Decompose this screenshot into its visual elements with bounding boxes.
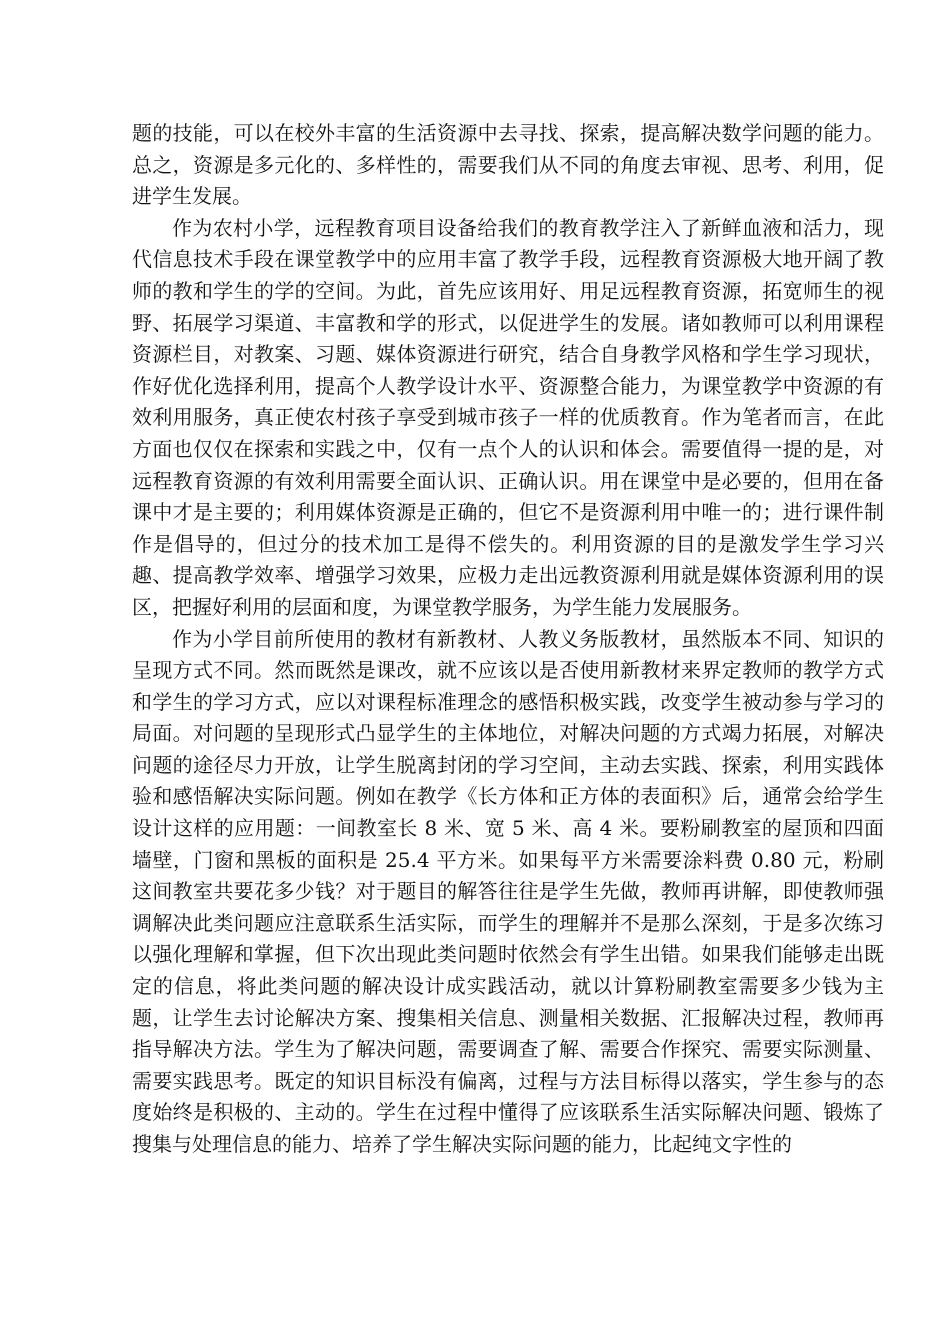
paragraph-1: 题的技能，可以在校外丰富的生活资源中去寻找、探索，提高解决数学问题的能力。总之，资源是多元化的、多样性的，需要我们从不同的角度去审视、思考、利用，促进学生发展。 <box>132 121 884 209</box>
paragraph-2: 作为农村小学，远程教育项目设备给我们的教育教学注入了新鲜血液和活力，现代信息技术手段在课堂教学中的应用丰富了教学手段，远程教育资源极大地开阔了教师的教和学生的学的空间。为此，首先应该用好、用足远程教育资源，拓宽师生的视野、拓展学习渠道、丰富教和学的形式，以促进学生的发展。诸如教师可以利用课程资源栏目，对教案、习题、媒体资源进行研究，结合自身教学风格和学生学习现状，作好优化选择利用，提高个人教学设计水平、资源整合能力，为课堂教学中资源的有效利用服务，真正使农村孩子享受到城市孩子一样的优质教育。作为笔者而言，在此方面也仅仅在探索和实践之中，仅有一点个人的认识和体会。需要值得一提的是，对远程教育资源的有效利用需要全面认识、正确认识。用在课堂中是必要的，但用在备课中才是主要的；利用媒体资源是正确的，但它不是资源利用中唯一的；进行课件制作是倡导的，但过分的技术加工是得不偿失的。利用资源的目的是激发学生学习兴趣、提高教学效率、增强学习效果，应极力走出远教资源利用就是媒体资源利用的误区，把握好利用的层面和度，为课堂教学服务，为学生能力发展服务。 <box>132 215 884 619</box>
paragraph-3: 作为小学目前所使用的教材有新教材、人教义务版教材，虽然版本不同、知识的呈现方式不同。然而既然是课改，就不应该以是否使用新教材来界定教师的教学方式和学生的学习方式，应以对课程标准理念的感悟积极实践，改变学生被动参与学习的局面。对问题的呈现形式凸显学生的主体地位，对解决问题的方式竭力拓展，对解决问题的途径尽力开放，让学生脱离封闭的学习空间，主动去实践、探索，利用实践体验和感悟解决实际问题。例如在教学《长方体和正方体的表面积》后，通常会给学生设计这样的应用题：一间教室长 8 米、宽 5 米、高 4 米。要粉刷教室的屋顶和四面墙壁，门窗和黑板的面积是 25.4 平方米。如果每平方米需要涂料费 0.80 元，粉刷这间教室共要花多少钱？对于题目的解答往往是学生先做，教师再讲解，即使教师强调解决此类问题应注意联系生活实际，而学生的理解并不是那么深刻，于是多次练习以强化理解和掌握，但下次出现此类问题时依然会有学生出错。如果我们能够走出既定的信息，将此类问题的解决设计成实践活动，就以计算粉刷教室需要多少钱为主题，让学生去讨论解决方案、搜集相关信息、测量相关数据、汇报解决过程，教师再指导解决方法。学生为了解决问题，需要调查了解、需要合作探究、需要实际测量、需要实践思考。既定的知识目标没有偏离，过程与方法目标得以落实，学生参与的态度始终是积极的、主动的。学生在过程中懂得了应该联系生活实际解决问题、锻炼了搜集与处理信息的能力、培养了学生解决实际问题的能力，比起纯文字性的 <box>132 626 884 1156</box>
document-page <box>132 118 884 1161</box>
